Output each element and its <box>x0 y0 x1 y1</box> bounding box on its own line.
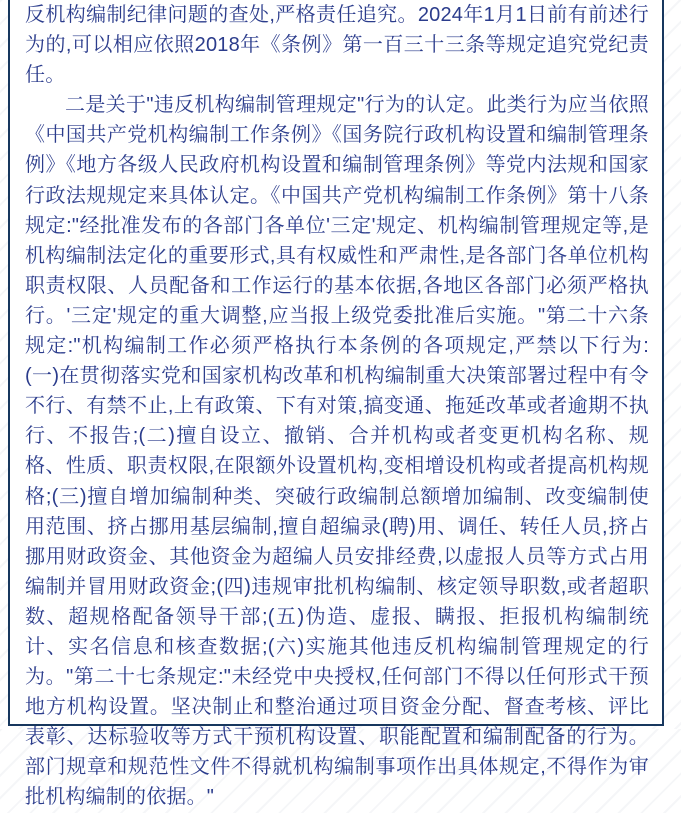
article-paragraph: 二是关于"违反机构编制管理规定"行为的认定。此类行为应当依照《中国共产党机构编制工作条例》《国务院行政机构设置和编制管理条例》《地方各级人民政府机构设置和编制管理条例》等党内法规和国家行政法规规定来具体认定。《中国共产党机构编制工作条例》第十八条规定:"经批准发布的各部门各单位'三定'规定、机构编制管理规定等,是机构编制法定化的重要形式,具有权威性和严肃性,是各部门各单位机构职责权限、人员配备和工作运行的基本依据,各地区各部门必须严格执行。'三定'规定的重大调整,应当报上级党委批准后实施。"第二十六条规定:"机构编制工作必须严格执行本条例的各项规定,严禁以下行为:(一)在贯彻落实党和国家机构改革和机构编制重大决策部署过程中有令不行、有禁不止,上有政策、下有对策,搞变通、拖延改革或者逾期不执行、不报告;(二)擅自设立、撤销、合并机构或者变更机构名称、规格、性质、职责权限,在限额外设置机构,变相增设机构或者提高机构规格;(三)擅自增加编制种类、突破行政编制总额增加编制、改变编制使用范围、挤占挪用基层编制,擅自超编录(聘)用、调任、转任人员,挤占挪用财政资金、其他资金为超编人员安排经费,以虚报人员等方式占用编制并冒用财政资金;(四)违规审批机构编制、核定领导职数,或者超职数、超规格配备领导干部;(五)伪造、虚报、瞒报、拒报机构编制统计、实名信息和核查数据;(六)实施其他违反机构编制管理规定的行为。"第二十七条规定:"未经党中央授权,任何部门不得以任何形式干预地方机构设置。坚决制止和整治通过项目资金分配、督查考核、评比表彰、达标验收等方式干预机构设置、职能配置和编制配备的行为。部门规章和规范性文件不得就机构编制事项作出具体规定,不得作为审批机构编制的依据。" <box>25 94 649 809</box>
article-body <box>10 0 662 813</box>
article-paragraph: 反机构编制纪律问题的查处,严格责任追究。2024年1月1日前有前述行为的,可以相应依照2018年《条例》第一百三十三条等规定追究党纪责任。 <box>25 4 649 87</box>
content-frame <box>8 0 664 809</box>
